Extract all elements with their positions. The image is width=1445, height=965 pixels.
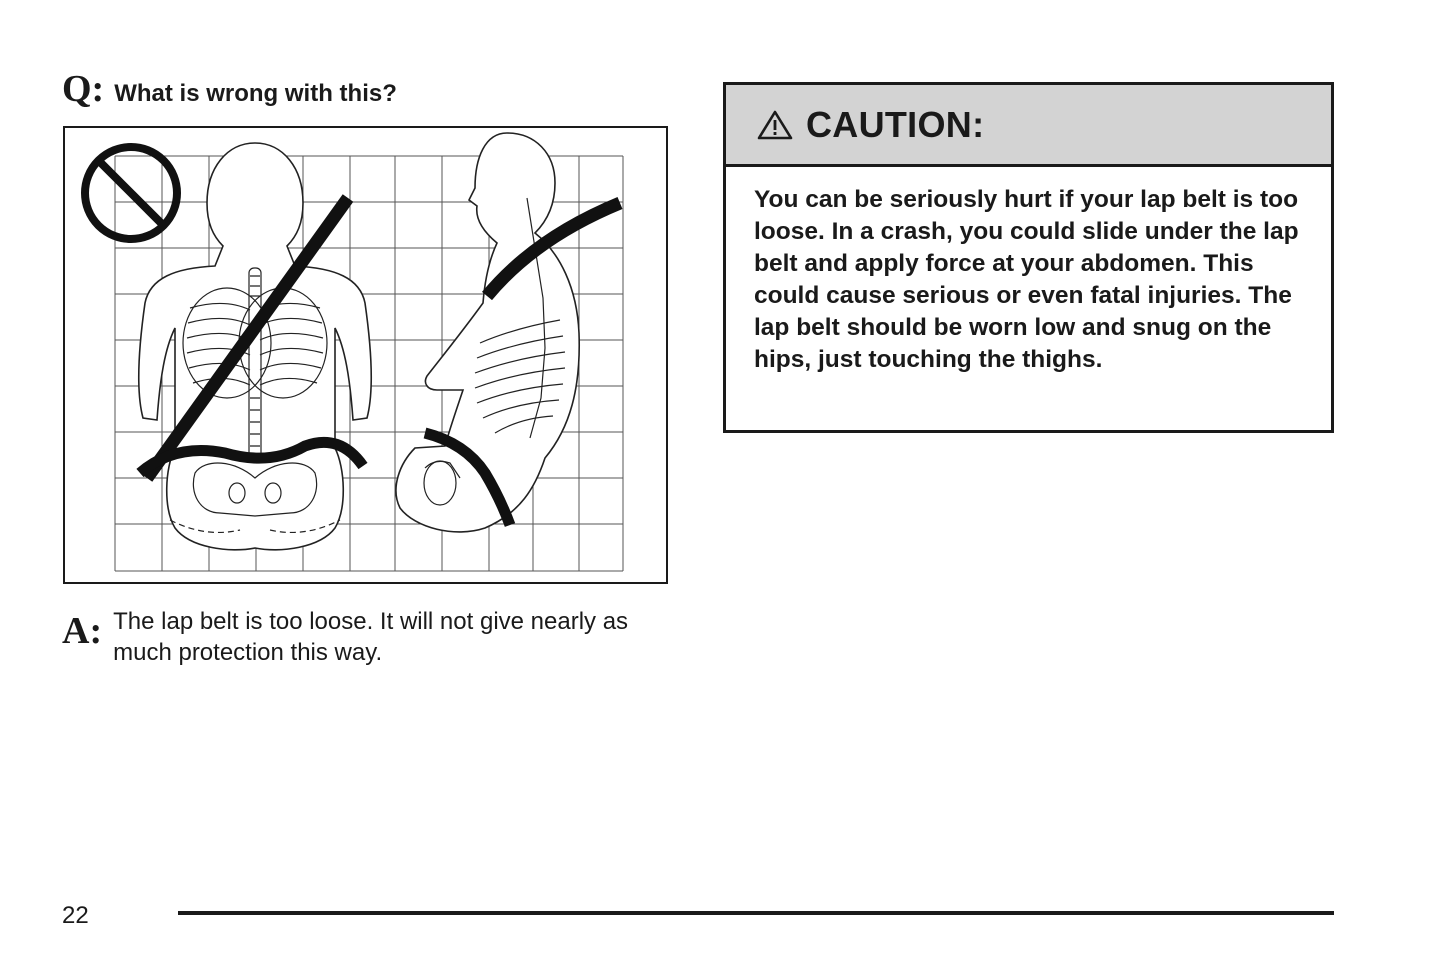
- answer-letter: A:: [62, 610, 103, 652]
- illustration-drawing: [65, 128, 666, 582]
- warning-triangle-icon: [756, 109, 794, 141]
- no-symbol-icon: [85, 147, 177, 239]
- question-letter: Q:: [62, 68, 105, 110]
- lap-belt-illustration: [63, 126, 668, 584]
- footer-rule: [178, 911, 1334, 915]
- answer-text: The lap belt is too loose. It will not give nearly as much protection this way.: [113, 608, 629, 666]
- answer-row: [62, 606, 673, 668]
- question-row: [62, 70, 397, 108]
- question-text: What is wrong with this?: [114, 80, 397, 107]
- caution-box: [723, 82, 1334, 433]
- page-number: 22: [62, 902, 89, 929]
- caution-header: [726, 85, 1331, 167]
- caution-body-text: You can be seriously hurt if your lap belt is too loose. In a crash, you could slide under the lap belt and apply force at your abdomen. This could cause serious or even fatal injuries. The lap belt should be worn low and snug on the hips, just touching the thighs.: [754, 186, 1299, 373]
- caution-title: CAUTION:: [806, 103, 985, 145]
